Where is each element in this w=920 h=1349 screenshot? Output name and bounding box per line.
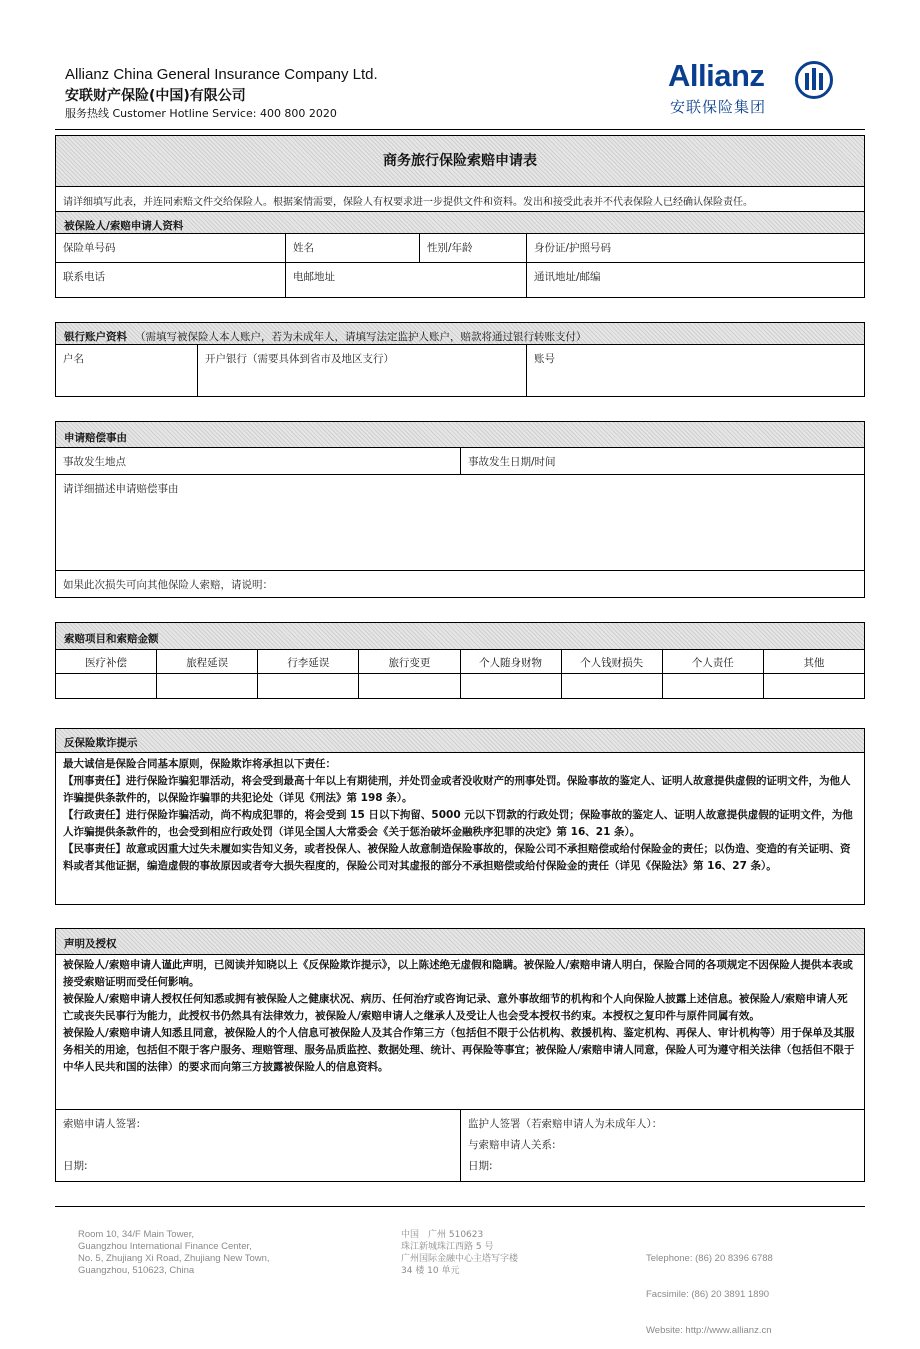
anti-fraud-section xyxy=(55,728,865,905)
company-name-en: Allianz China General Insurance Company Ltd. xyxy=(65,66,378,83)
claimant-info-section xyxy=(55,135,865,298)
address-field[interactable]: 通讯地址/邮编 xyxy=(534,271,601,283)
allianz-logo-text: Allianz xyxy=(668,58,765,93)
anti-fraud-text: 最大诚信是保险合同基本原则，保险欺诈将承担以下责任： 【刑事责任】进行保险诈骗犯罪活动，将会受到最高十年以上有期徒刑，并处罚金或者没收财产的刑事处罚。保险事故的鉴定人、证明人故意提供虚假的证明文件，为他人诈骗提供条款件的，以保险诈骗罪的共犯论处（详见《刑法》第 198 条）。 【行政责任】进行保险诈骗活动，尚不构成犯罪的，将会受到 15 日以下拘留、5000 元以下罚款的行政处罚；保险事故的鉴定人、证明人故意提供虚假的证明文件，为他人诈骗提供条款件的，也会受到相应行政处罚（详见全国人大常委会《关于惩治破坏金融秩序犯罪的决定》第 16、21 条）。 【民事责任】故意或因重大过失未履如实告知义务，或者投保人、被保险人故意制造保险事故的，保险公司不承担赔偿或给付保险金的责任；以伪造、变造的有关证明、资料或者其他证据，编造虚假的事故原因或者夸大损失程度的，保险公司对其虚报的部分不承担赔偿或给付保险金的责任（详见《保险法》第 16、27 条）。 xyxy=(63,758,853,872)
accident-datetime-field[interactable]: 事故发生日期/时间 xyxy=(468,456,556,468)
amount-personal-belongings-field[interactable] xyxy=(461,674,562,698)
guardian-signature-field[interactable] xyxy=(461,1110,864,1181)
column-medical: 医疗补偿 xyxy=(56,650,157,673)
guardian-signature-label: 监护人签署（若索赔申请人为未成年人）： xyxy=(468,1118,663,1130)
other-insurer-field[interactable]: 如果此次损失可向其他保险人索赔，请说明： xyxy=(63,579,273,591)
phone-field[interactable]: 联系电话 xyxy=(56,263,286,298)
claimant-signature-field[interactable] xyxy=(56,1110,461,1181)
column-other: 其他 xyxy=(803,657,825,669)
account-number-field[interactable]: 账号 xyxy=(534,353,555,365)
column-personal-liability: 个人责任 xyxy=(663,650,764,673)
footer-address-en: Room 10, 34/F Main Tower, Guangzhou International Finance Center, No. 5, Zhujiang Xi Road, Zhujiang New Town, Guangzhou, 510623, China xyxy=(78,1229,270,1276)
amount-travel-change-field[interactable] xyxy=(359,674,460,698)
relationship-label: 与索赔申请人关系: xyxy=(468,1139,556,1151)
footer-divider xyxy=(55,1206,865,1207)
name-field[interactable]: 姓名 xyxy=(286,234,420,262)
claimant-date-label: 日期: xyxy=(63,1160,88,1172)
account-holder-field[interactable]: 户名 xyxy=(56,345,198,396)
insured-section-title: 被保险人/索赔申请人资料 xyxy=(56,212,864,234)
amount-other-field[interactable] xyxy=(764,674,864,698)
email-field[interactable]: 电邮地址 xyxy=(286,263,527,298)
header-divider xyxy=(55,129,865,130)
column-trip-delay: 旅程延误 xyxy=(157,650,258,673)
declaration-section xyxy=(55,928,865,1182)
amount-personal-liability-field[interactable] xyxy=(663,674,764,698)
id-passport-field[interactable]: 身份证/护照号码 xyxy=(534,242,612,254)
amount-baggage-delay-field[interactable] xyxy=(258,674,359,698)
claimant-signature-label: 索赔申请人签署: xyxy=(63,1118,141,1130)
claim-items-title: 索赔项目和索赔金额 xyxy=(56,623,864,650)
bank-account-section xyxy=(55,322,865,397)
column-personal-belongings: 个人随身财物 xyxy=(461,650,562,673)
accident-place-field[interactable]: 事故发生地点 xyxy=(56,448,461,474)
column-money-loss: 个人钱财损失 xyxy=(562,650,663,673)
claim-items-section xyxy=(55,622,865,699)
allianz-eagle-icon xyxy=(794,60,834,100)
company-name-cn: 安联财产保险(中国)有限公司 xyxy=(65,88,246,104)
customer-hotline: 服务热线 Customer Hotline Service: 400 800 2020 xyxy=(65,107,337,120)
gender-age-field[interactable]: 性别/年龄 xyxy=(420,234,527,262)
guardian-date-label: 日期: xyxy=(468,1160,493,1172)
footer-address-cn: 中国 广州 510623 珠江新城珠江西路 5 号 广州国际金融中心主塔写字楼 34 楼 10 单元 xyxy=(401,1230,519,1276)
allianz-logo-subtitle: 安联保险集团 xyxy=(670,98,767,116)
claim-section-title: 申请赔偿事由 xyxy=(56,422,864,448)
anti-fraud-title: 反保险欺诈提示 xyxy=(56,729,864,753)
footer-contact: Telephone: (86) 20 8396 6788 Facsimile: (86) 20 3891 1890 Website: http://www.allianz.cn xyxy=(646,1253,773,1336)
amount-money-loss-field[interactable] xyxy=(562,674,663,698)
form-title: 商务旅行保险索赔申请表 xyxy=(56,136,864,187)
claim-reason-section xyxy=(55,421,865,598)
form-intro: 请详细填写此表，并连同索赔文件交给保险人。根据案情需要，保险人有权要求进一步提供文件和资料。发出和接受此表并不代表保险人已经确认保险责任。 xyxy=(56,187,864,212)
column-baggage-delay: 行李延误 xyxy=(258,650,359,673)
declaration-title: 声明及授权 xyxy=(56,929,864,955)
bank-section-title: 银行账户资料 （需填写被保险人本人账户，若为未成年人，请填写法定监护人账户，赔款将通过银行转账支付） xyxy=(56,323,864,345)
bank-branch-field[interactable]: 开户银行（需要具体到省市及地区支行） xyxy=(198,345,527,396)
policy-number-field[interactable]: 保险单号码 xyxy=(56,234,286,262)
claim-description-field[interactable]: 请详细描述申请赔偿事由 xyxy=(63,483,179,495)
amount-medical-field[interactable] xyxy=(56,674,157,698)
declaration-text: 被保险人/索赔申请人谨此声明，已阅读并知晓以上《反保险欺诈提示》，以上陈述绝无虚假和隐瞒。被保险人/索赔申请人明白，保险合同的各项规定不因保险人提供本表或接受索赔证明而受任何影响。 被保险人/索赔申请人授权任何知悉或拥有被保险人之健康状况、病历、任何治疗或咨询记录、意外事故细节的机构和个人向保险人披露上述信息。被保险人/索赔申请人死亡或丧失民事行为能力，此授权书仍然具有法律效力，被保险人/索赔申请人之继承人及受让人也会受本授权书约束。本授权之复印件与原件同属有效。 被保险人/索赔申请人知悉且同意，被保险人的个人信息可被保险人及其合作第三方（包括但不限于公估机构、救援机构、鉴定机构、再保人、审计机构等）用于保单及其服务相关的用途，包括但不限于客户服务、理赔管理、服务品质监控、数据处理、统计、再保险等事宜；被保险人/索赔申请人同意，保险人可为遵守相关法律（包括但不限于中华人民共和国的法律）的要求而向第三方披露被保险人的信息资料。 xyxy=(56,955,864,1110)
amount-trip-delay-field[interactable] xyxy=(157,674,258,698)
column-travel-change: 旅行变更 xyxy=(359,650,460,673)
